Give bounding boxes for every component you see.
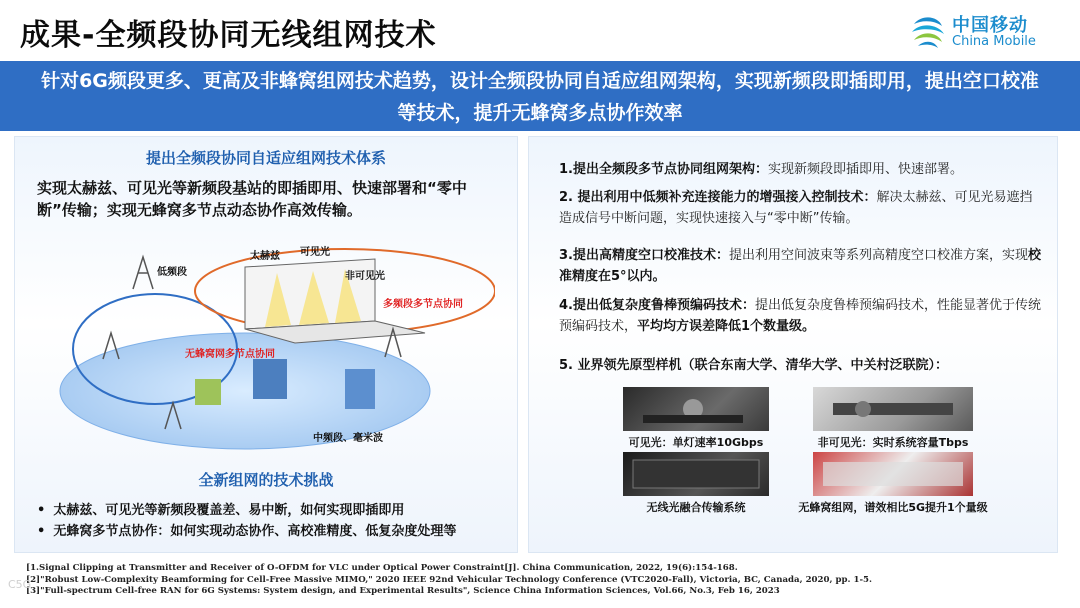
reference-3: [3]"Full-spectrum Cell-free RAN for 6G Systems: System design, and Experimental Results", Science China Information Sciences, Vol.66, No.3, Feb 16, 2023 [26, 586, 780, 596]
result-item-4-head: 4.提出低复杂度鲁棒预编码技术： [559, 298, 755, 313]
caption-ir: 非可见光：实时系统容量Tbps [817, 436, 969, 449]
watermark: C5G [8, 578, 32, 591]
result-item-1-head: 1.提出全频段多节点协同组网架构： [559, 162, 768, 177]
result-item-2-body: 解决太赫兹、可见光易遮挡造成信号中断问题，实现快速接入与“零中断”传输。 [559, 190, 1033, 226]
diagram-label-low: 低频段 [157, 267, 187, 278]
diagram-label-cellfree: 无蜂窝网多节点协同 [185, 349, 275, 360]
diagram-label-thz: 太赫兹 [250, 251, 280, 262]
result-item-3-head: 3.提出高精度空口校准技术： [559, 248, 729, 263]
challenge-item-1: • 太赫兹、可见光等新频段覆盖差、易中断，如何实现即插即用 [37, 499, 404, 518]
references [26, 563, 1066, 598]
logo-chinese-text: 中国移动 [952, 15, 1028, 36]
left-panel [14, 136, 518, 553]
cellfree-testbed-icon [813, 452, 973, 496]
result-item-2-head: 2. 提出利用中低频补充连接能力的增强接入控制技术： [559, 190, 877, 205]
banner-line-1: 针对6G频段更多、更高及非蜂窝组网技术趋势，设计全频段协同自适应组网架构，实现新频段即插即用，提出空口校准 [41, 70, 1039, 92]
summary-banner [0, 61, 1080, 131]
china-mobile-logo-icon [908, 12, 948, 52]
banner-line-2: 等技术，提升无蜂窝多点协作效率 [397, 102, 683, 124]
prototype-photo-cellfree [813, 452, 973, 496]
left-desc-line-1: 实现太赫兹、可见光等新频段基站的即插即用、快速部署和“零中 [37, 179, 467, 197]
challenge-item-2: • 无蜂窝多节点协作：如何实现动态协作、高校准精度、低复杂度处理等 [37, 520, 456, 539]
caption-cellfree: 无蜂窝组网，谱效相比5G提升1个量级 [798, 501, 988, 514]
reference-1: [1.Signal Clipping at Transmitter and Receiver of O-OFDM for VLC under Optical Power Constraint[J]. China Communication, 2022, 19(6):154-168. [26, 563, 738, 573]
result-item-1-body: 实现新频段即插即用、快速部署。 [767, 162, 963, 177]
result-item-1 [559, 159, 1045, 180]
diagram-label-vlc: 可见光 [300, 247, 330, 258]
network-architecture-diagram [45, 229, 495, 451]
diagram-label-multiband: 多频段多节点协同 [383, 299, 463, 310]
logo-english-text: China Mobile [952, 34, 1036, 49]
right-panel [528, 136, 1058, 553]
result-item-4-tail: 平均均方误差降低1个数量级。 [637, 319, 816, 334]
result-item-2 [559, 187, 1045, 229]
reference-2: [2]"Robust Low-Complexity Beamforming for Cell-Free Massive MIMO," 2020 IEEE 92nd Vehicular Technology Conference (VTC2020-Fall), Victoria, BC, Canada, 2020, pp. 1-5. [26, 574, 872, 585]
diagram-label-midlow: 中频段、毫米波 [313, 433, 383, 444]
result-item-4 [559, 295, 1045, 337]
result-item-4-body: 提出低复杂度鲁棒预编码技术，性能显著优于传统预编码技术， [559, 298, 1041, 334]
diagram-label-ir: 非可见光 [345, 271, 385, 282]
result-item-3 [559, 245, 1045, 287]
prototype-title: 5. 业界领先原型样机（联合东南大学、清华大学、中关村泛联院）： [559, 358, 949, 373]
vlc-device-icon [623, 387, 769, 431]
page-title: 成果-全频段协同无线组网技术 [20, 18, 437, 53]
building-2 [345, 369, 375, 409]
result-item-3-tail: 校准精度在5°以内。 [559, 248, 1042, 284]
result-item-3-body: 提出利用空间波束等系列高精度空口校准方案，实现 [728, 248, 1028, 263]
prototype-photo-optical [623, 452, 769, 496]
prototype-photo-ir [813, 387, 973, 431]
prototype-photo-vlc [623, 387, 769, 431]
building-3 [195, 379, 221, 405]
caption-optical: 无线光融合传输系统 [646, 501, 746, 514]
challenge-title: 全新组网的技术挑战 [198, 471, 334, 489]
optical-system-icon [623, 452, 769, 496]
caption-vlc: 可见光：单灯速率10Gbps [628, 436, 764, 449]
building-1 [253, 359, 287, 399]
left-desc-line-2: 断”传输；实现无蜂窝多节点动态协作高效传输。 [37, 201, 362, 219]
ir-device-icon [813, 387, 973, 431]
china-mobile-logo [908, 8, 1058, 54]
left-section-title: 提出全频段协同自适应组网技术体系 [145, 149, 386, 167]
